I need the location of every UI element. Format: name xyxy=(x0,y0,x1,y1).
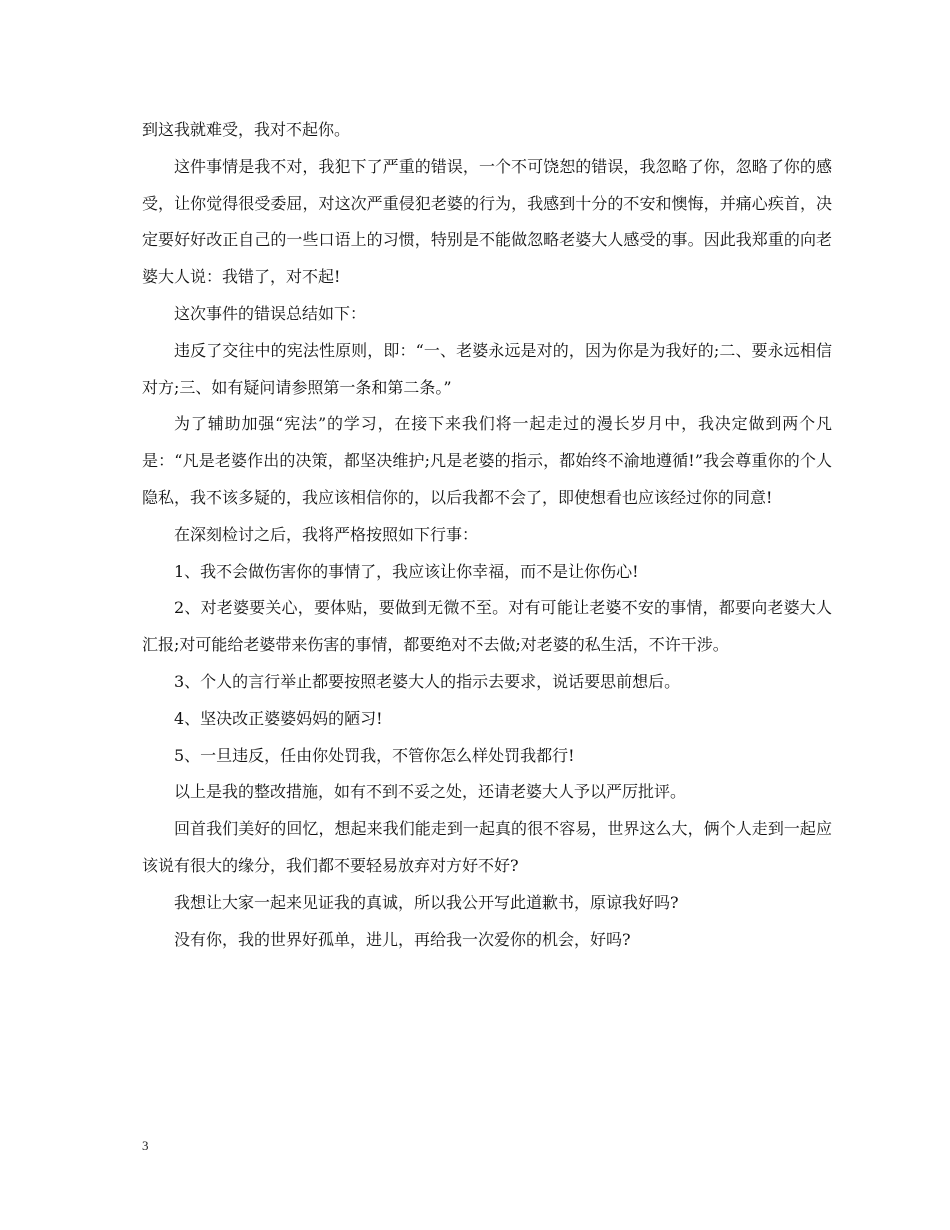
paragraph-6: 在深刻检讨之后，我将严格按照如下行事： xyxy=(174,524,479,544)
list-item-2: 2、对老婆要关心，要体贴，要做到无微不至。对有可能让老婆不安的事情，都要向老婆大人汇报;对可能给老婆带来伤害的事情，都要绝对不去做;对老婆的私生活，不许干涉。 xyxy=(142,598,832,655)
list-item-5: 5、一旦违反，任由你处罚我，不管你怎么样处罚我都行! xyxy=(174,745,575,765)
paragraph-8: 回首我们美好的回忆，想起来我们能走到一起真的很不容易，世界这么大，俩个人走到一起应该说有很大的缘分，我们都不要轻易放弃对方好不好? xyxy=(142,819,832,875)
paragraph-2: 这件事情是我不对，我犯下了严重的错误，一个不可饶恕的错误，我忽略了你，忽略了你的感受，让你觉得很受委屈，对这次严重侵犯老婆的行为，我感到十分的不安和懊悔，并痛心疾首，决定要好好改正自己的一些口语上的习惯，特别是不能做忽略老婆大人感受的事。因此我郑重的向老婆大人说：我错了，对不起! xyxy=(142,156,832,287)
paragraph-3: 这次事件的错误总结如下： xyxy=(174,303,367,323)
paragraph-9: 我想让大家一起来见证我的真诚，所以我公开写此道歉书，原谅我好吗? xyxy=(174,892,679,912)
list-item-4: 4、坚决改正婆婆妈妈的陋习! xyxy=(174,708,383,728)
paragraph-4: 违反了交往中的宪法性原则，即：“一、老婆永远是对的，因为你是为我好的;二、要永远相信对方;三、如有疑问请参照第一条和第二条。” xyxy=(142,340,832,397)
page-number: 3 xyxy=(142,1138,149,1153)
list-item-3: 3、个人的言行举止都要按照老婆大人的指示去要求，说话要思前想后。 xyxy=(174,671,681,691)
document-body xyxy=(142,112,832,958)
paragraph-10: 没有你，我的世界好孤单，进儿，再给我一次爱你的机会，好吗? xyxy=(174,929,631,949)
list-item-1: 1、我不会做伤害你的事情了，我应该让你幸福，而不是让你伤心! xyxy=(174,561,639,581)
paragraph-5: 为了辅助加强“宪法”的学习，在接下来我们将一起走过的漫长岁月中，我决定做到两个凡是：“凡是老婆作出的决策，都坚决维护;凡是老婆的指示，都始终不渝地遵循!”我会尊重你的个人隐私，我不该多疑的，我应该相信你的，以后我都不会了，即使想看也应该经过你的同意! xyxy=(142,414,832,507)
paragraph-7: 以上是我的整改措施，如有不到不妥之处，还请老婆大人予以严厉批评。 xyxy=(174,782,687,802)
paragraph-1: 到这我就难受，我对不起你。 xyxy=(142,120,351,139)
